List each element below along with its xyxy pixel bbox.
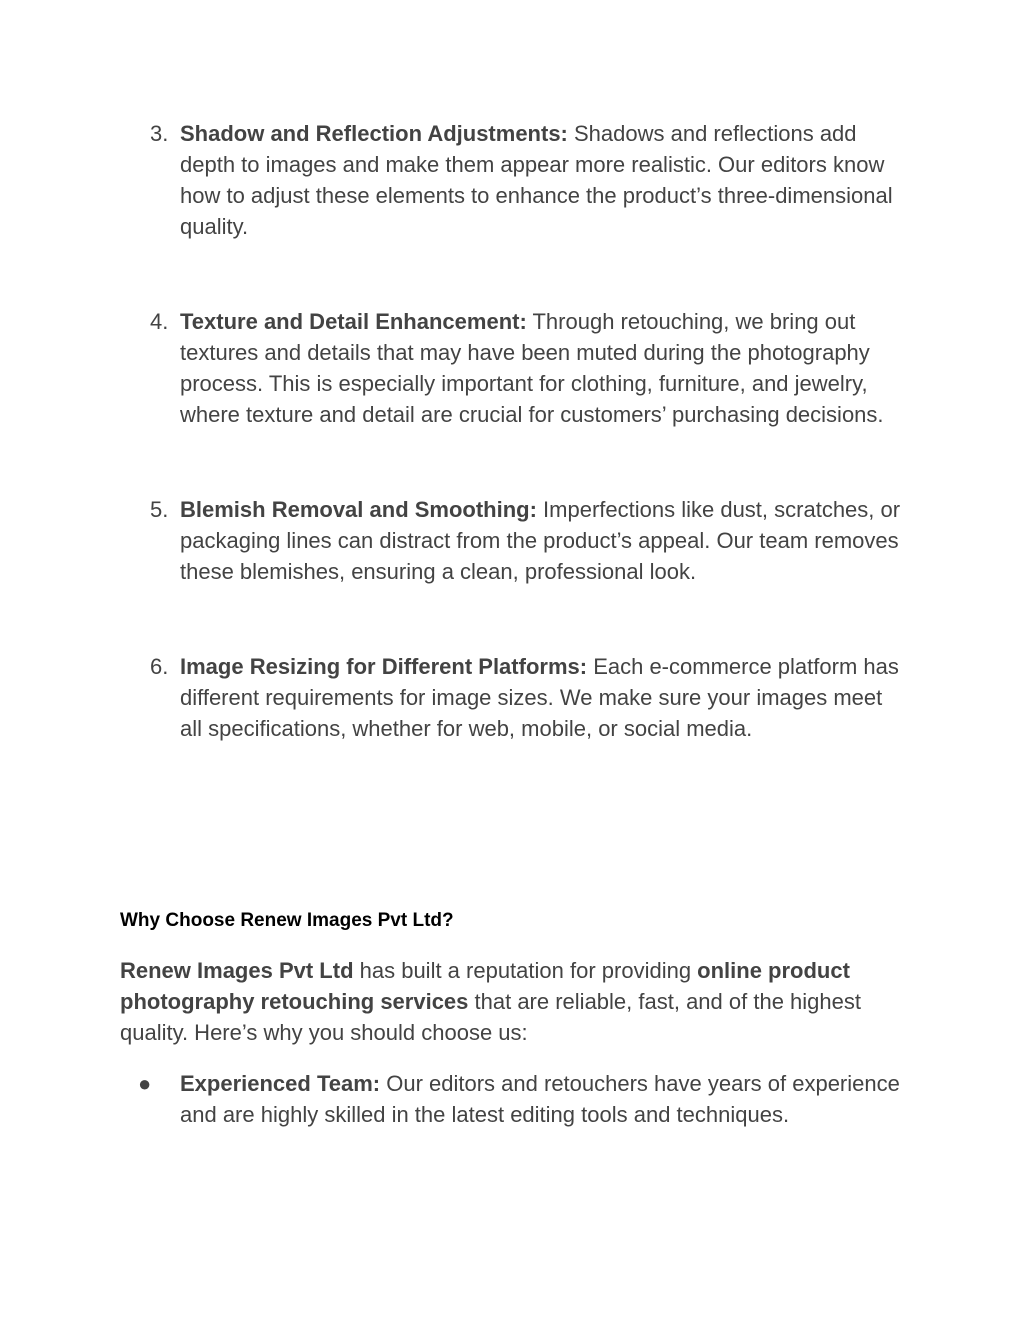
bullet-item-text: Our editors and retouchers have years of experience and are highly skilled in the latest editing tools and techniques.: [180, 1071, 900, 1127]
list-item-text: Through retouching, we bring out textures and details that may have been muted during the photography process. This is especially important for clothing, furniture, and jewelry, where texture and detail are crucial for customers’ purchasing decisions.: [180, 309, 884, 427]
list-item-blemish-removal: [120, 494, 910, 587]
list-item-text: Shadows and reflections add depth to images and make them appear more realistic. Our editors know how to adjust these elements to enhance the product’s three-dimensional quality.: [180, 121, 893, 239]
intro-text-1: has built a reputation for providing: [353, 958, 698, 983]
list-number: 4.: [150, 309, 169, 334]
list-number: 5.: [150, 497, 169, 522]
numbered-list: [120, 118, 910, 808]
list-item-text: Imperfections like dust, scratches, or packaging lines can distract from the product’s appeal. Our team removes these blemishes, ensuring a clean, professional look.: [180, 497, 901, 584]
list-number: 6.: [150, 654, 169, 679]
list-item-title: Shadow and Reflection Adjustments:: [180, 121, 568, 146]
list-item-text: Each e-commerce platform has different requirements for image sizes. We make sure your images meet all specifications, whether for web, mobile, or social media.: [180, 654, 899, 741]
service-name: online product photography retouching services: [120, 958, 850, 1014]
list-item-image-resizing: [120, 651, 910, 744]
list-number: 3.: [150, 121, 169, 146]
list-item-shadow-reflection: [120, 118, 910, 242]
bullet-icon: ●: [138, 1071, 152, 1096]
list-item-title: Texture and Detail Enhancement:: [180, 309, 527, 334]
list-item-title: Blemish Removal and Smoothing:: [180, 497, 537, 522]
intro-text-2: that are reliable, fast, and of the highest quality. Here’s why you should choose us:: [120, 989, 861, 1045]
section-heading: Why Choose Renew Images Pvt Ltd?: [120, 910, 454, 931]
bullet-item-experienced-team: [120, 1068, 910, 1130]
company-name: Renew Images Pvt Ltd: [120, 958, 354, 983]
bullet-item-title: Experienced Team:: [180, 1071, 381, 1096]
bullet-list: [120, 1068, 910, 1130]
list-item-texture-detail: [120, 306, 910, 430]
intro-paragraph: [120, 955, 910, 1048]
list-item-title: Image Resizing for Different Platforms:: [180, 654, 588, 679]
